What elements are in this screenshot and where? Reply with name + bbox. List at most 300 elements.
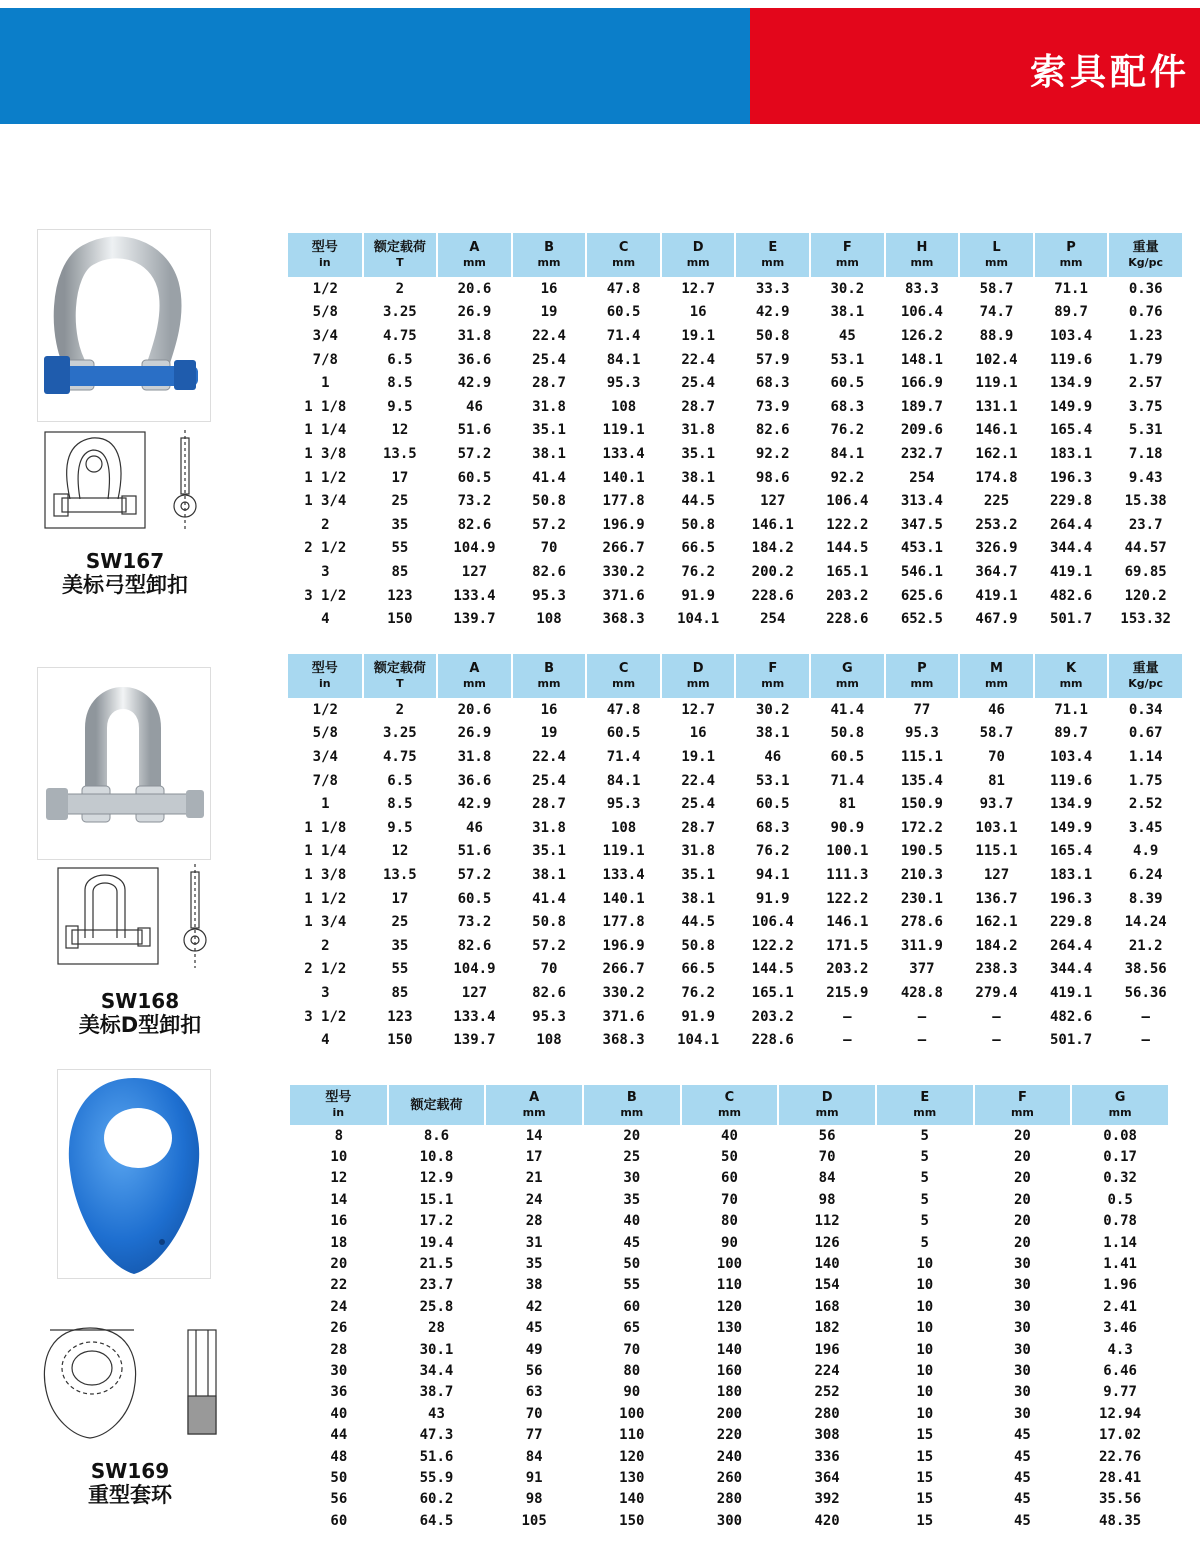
table-cell: 368.3 <box>602 611 645 628</box>
column-unit: mm <box>686 677 710 690</box>
table-cell: 127 <box>983 866 1010 883</box>
column-label: A <box>469 661 480 676</box>
column-label: A <box>469 240 480 255</box>
table-row <box>288 816 1183 840</box>
table-cell: 41.4 <box>532 469 566 486</box>
table-cell: 25 <box>623 1149 641 1166</box>
table-row <box>290 1275 1169 1296</box>
table-cell: 8.39 <box>1128 890 1163 907</box>
table-cell: 108 <box>610 819 637 836</box>
column-header <box>661 654 736 698</box>
table-cell: 6.5 <box>387 351 413 368</box>
table-cell: 80 <box>623 1362 641 1379</box>
table-cell: 119.6 <box>1049 772 1093 789</box>
column-unit: mm <box>1059 256 1083 269</box>
table-row <box>288 1005 1183 1029</box>
table-row <box>288 607 1183 631</box>
table-row <box>288 792 1183 816</box>
table-cell: 28.7 <box>532 375 566 392</box>
table-row <box>288 301 1183 325</box>
table-cell: 50.8 <box>681 516 716 533</box>
table-cell: 95.3 <box>606 796 641 813</box>
table-cell: 30 <box>1013 1256 1031 1273</box>
table-cell: 55 <box>623 1277 641 1294</box>
table-cell: 10 <box>916 1405 934 1422</box>
column-label: 型号 <box>325 1090 352 1105</box>
table-cell: 77 <box>913 701 931 718</box>
table-cell: 22.4 <box>532 327 566 344</box>
column-label: C <box>618 240 629 255</box>
column-header <box>485 1085 583 1125</box>
table-cell: 5 <box>920 1234 929 1251</box>
table-cell: 177.8 <box>602 493 645 510</box>
table-cell: 85 <box>391 563 409 580</box>
column-unit: mm <box>815 1106 839 1119</box>
table-cell: 45 <box>623 1234 641 1251</box>
table-cell: 150 <box>619 1512 645 1529</box>
table-cell: 30 <box>1013 1277 1031 1294</box>
table-cell: 91.9 <box>755 890 790 907</box>
table-cell: 9.5 <box>387 398 413 415</box>
table-cell: 330.2 <box>602 984 645 1001</box>
column-header <box>885 233 960 277</box>
table-cell: 20 <box>1013 1170 1031 1187</box>
table-cell: 70 <box>525 1405 543 1422</box>
table-cell: 501.7 <box>1049 611 1093 628</box>
table-cell: 63 <box>525 1384 543 1401</box>
column-label: A <box>529 1090 540 1105</box>
table-cell: 70 <box>721 1191 738 1208</box>
table-cell: 23.7 <box>1128 516 1163 533</box>
table-cell: 102.4 <box>975 351 1018 368</box>
table-row <box>288 348 1183 372</box>
table-cell: 1.79 <box>1128 351 1163 368</box>
table-cell: 65 <box>623 1320 641 1337</box>
table-cell: 30 <box>623 1170 641 1187</box>
column-label: 型号 <box>311 661 338 676</box>
table-cell: 30.1 <box>419 1341 454 1358</box>
table-cell: 93.7 <box>979 796 1014 813</box>
table-cell: 28 <box>428 1320 445 1337</box>
table-cell: 136.7 <box>975 890 1018 907</box>
table-cell: 1 3/4 <box>304 914 347 931</box>
column-unit: Kg/pc <box>1128 256 1164 269</box>
table-cell: 51.6 <box>457 422 492 439</box>
table-cell: 31.8 <box>457 327 492 344</box>
table-cell: 110 <box>619 1427 645 1444</box>
table-cell: 229.8 <box>1049 914 1093 931</box>
table-cell: 30 <box>1013 1362 1031 1379</box>
table-cell: 467.9 <box>975 611 1018 628</box>
table-cell: 71.1 <box>1054 701 1088 718</box>
table-cell: 14 <box>525 1127 543 1144</box>
table-row <box>288 840 1183 864</box>
table-cell: 38.56 <box>1124 961 1167 978</box>
table-cell: 377 <box>909 961 935 978</box>
column-header <box>583 1085 681 1125</box>
table-cell: 45 <box>1013 1491 1031 1508</box>
table-cell: 165.4 <box>1049 422 1093 439</box>
table-cell: 46 <box>466 398 483 415</box>
column-label: F <box>768 661 778 676</box>
table-cell: 56 <box>330 1491 348 1508</box>
table-cell: 0.36 <box>1128 280 1163 297</box>
table-cell: 419.1 <box>1049 563 1093 580</box>
table-cell: 200 <box>716 1405 743 1422</box>
table-cell: 266.7 <box>602 961 645 978</box>
table-cell: 5/8 <box>312 725 338 742</box>
table-cell: 126.2 <box>900 327 943 344</box>
table-cell: 2.57 <box>1128 375 1163 392</box>
table-cell: 420 <box>814 1512 840 1529</box>
column-header <box>661 233 736 277</box>
table-cell: 71.4 <box>830 772 865 789</box>
table-cell: 12 <box>391 843 409 860</box>
table-cell: 120 <box>716 1298 743 1315</box>
table-cell: – <box>843 1008 852 1025</box>
column-header <box>735 233 810 277</box>
column-unit: T <box>396 256 404 269</box>
table-cell: 5 <box>920 1127 929 1144</box>
table-cell: 64.5 <box>419 1512 454 1529</box>
table-cell: 92.2 <box>755 445 790 462</box>
table-cell: 70 <box>540 540 558 557</box>
table-cell: 180 <box>716 1384 743 1401</box>
table-cell: 140 <box>716 1341 743 1358</box>
table-cell: 19 <box>540 725 558 742</box>
table-cell: 3.25 <box>383 304 417 321</box>
table-cell: 16 <box>689 725 707 742</box>
table-cell: 84.1 <box>606 772 641 789</box>
table-cell: 0.76 <box>1128 304 1163 321</box>
table-cell: 68.3 <box>755 375 790 392</box>
table-cell: 104.1 <box>677 611 720 628</box>
table-row <box>288 277 1183 301</box>
product-name: 美标D型卸扣 <box>78 1013 202 1037</box>
table-cell: 60.5 <box>457 469 492 486</box>
table-cell: 134.9 <box>1049 796 1093 813</box>
table-row <box>288 584 1183 608</box>
table-cell: 82.6 <box>755 422 790 439</box>
table-cell: 18 <box>330 1234 348 1251</box>
table-cell: 46 <box>988 701 1005 718</box>
table-cell: 90.9 <box>830 819 865 836</box>
table-cell: 6.5 <box>387 772 413 789</box>
table-cell: 482.6 <box>1049 1008 1093 1025</box>
table-cell: 172.2 <box>900 819 943 836</box>
table-cell: 28 <box>525 1213 543 1230</box>
column-unit: mm <box>910 256 934 269</box>
column-unit: mm <box>717 1106 741 1119</box>
table-cell: 17 <box>391 890 409 907</box>
table-cell: 419.1 <box>975 587 1018 604</box>
table-cell: 80 <box>721 1213 738 1230</box>
column-header <box>1071 1085 1169 1125</box>
table-row <box>288 863 1183 887</box>
table-cell: 14.24 <box>1124 914 1167 931</box>
table-cell: 371.6 <box>602 1008 645 1025</box>
table-cell: 196.9 <box>602 937 645 954</box>
table-cell: 5/8 <box>312 304 338 321</box>
table-cell: 106.4 <box>900 304 943 321</box>
table-cell: 15.1 <box>419 1191 454 1208</box>
table-cell: 652.5 <box>900 611 943 628</box>
table-cell: 48 <box>330 1448 348 1465</box>
column-unit: in <box>332 1106 345 1119</box>
table-cell: 140 <box>619 1491 645 1508</box>
table-cell: 5 <box>920 1213 929 1230</box>
table-cell: 12.7 <box>681 701 716 718</box>
table-cell: 73.2 <box>457 914 492 931</box>
table-row <box>288 910 1183 934</box>
table-cell: 4.3 <box>1107 1341 1133 1358</box>
table-cell: 122.2 <box>826 516 869 533</box>
table-cell: 60.5 <box>457 890 492 907</box>
table-cell: 232.7 <box>900 445 943 462</box>
table-row <box>288 442 1183 466</box>
table-row <box>290 1125 1169 1146</box>
column-label: B <box>544 240 554 255</box>
table-cell: 127 <box>760 493 786 510</box>
table-cell: 6.24 <box>1128 866 1163 883</box>
table-cell: 30 <box>1013 1341 1031 1358</box>
table-cell: 4 <box>321 611 330 628</box>
column-label: P <box>917 661 927 676</box>
table-cell: 196.3 <box>1049 890 1093 907</box>
table-row <box>290 1339 1169 1360</box>
table-cell: 3 1/2 <box>304 587 347 604</box>
table-cell: 183.1 <box>1049 445 1093 462</box>
table-cell: 3.75 <box>1128 398 1163 415</box>
table-cell: 58.7 <box>979 725 1014 742</box>
column-unit: mm <box>985 256 1008 269</box>
table-cell: 196.3 <box>1049 469 1093 486</box>
table-cell: 3 <box>321 984 330 1001</box>
table-cell: 89.7 <box>1054 304 1088 321</box>
table-cell: 42.9 <box>457 796 492 813</box>
table-cell: 336 <box>814 1448 840 1465</box>
table-cell: 15 <box>916 1491 934 1508</box>
table-cell: 17.2 <box>419 1213 454 1230</box>
table-cell: 229.8 <box>1049 493 1093 510</box>
table-cell: 20 <box>1013 1213 1031 1230</box>
column-unit: mm <box>835 677 859 690</box>
table-cell: 228.6 <box>826 611 869 628</box>
table-cell: 28.7 <box>532 796 566 813</box>
table-cell: 50 <box>330 1469 348 1486</box>
table-cell: 311.9 <box>900 937 943 954</box>
table-cell: 42 <box>525 1298 543 1315</box>
table-cell: 19.4 <box>419 1234 454 1251</box>
table-cell: 196.9 <box>602 516 645 533</box>
table-cell: 35.1 <box>532 422 566 439</box>
table-cell: 91 <box>525 1469 543 1486</box>
table-cell: 127 <box>461 563 488 580</box>
table-cell: 122.2 <box>826 890 869 907</box>
table-cell: 45 <box>1013 1469 1031 1486</box>
d-shackle-caption <box>45 990 235 1037</box>
table-cell: 1/2 <box>312 280 338 297</box>
table-cell: 16 <box>540 280 558 297</box>
table-cell: 45 <box>1013 1427 1031 1444</box>
table-cell: 134.9 <box>1049 375 1093 392</box>
table-cell: 4.75 <box>383 327 417 344</box>
table-cell: 82.6 <box>532 563 566 580</box>
table-cell: 20 <box>330 1256 348 1273</box>
column-unit: mm <box>462 256 486 269</box>
table-cell: 38 <box>525 1277 543 1294</box>
table-cell: 20 <box>1013 1191 1031 1208</box>
column-header <box>1108 654 1183 698</box>
table-cell: 371.6 <box>602 587 645 604</box>
table-row <box>290 1360 1169 1381</box>
table-cell: 19.1 <box>681 748 716 765</box>
column-label: H <box>916 240 928 255</box>
table-cell: 108 <box>536 1032 562 1049</box>
column-header <box>512 233 587 277</box>
table-cell: 1 1/4 <box>304 843 347 860</box>
table-cell: 57.9 <box>755 351 790 368</box>
table-cell: 150.9 <box>900 796 943 813</box>
table-cell: 30 <box>1013 1384 1031 1401</box>
header-row <box>288 233 1183 277</box>
table-cell: 30 <box>1013 1405 1031 1422</box>
table-cell: 70 <box>818 1149 836 1166</box>
column-label: 额定载荷 <box>373 240 426 255</box>
table-cell: 196 <box>814 1341 840 1358</box>
table-cell: 48.35 <box>1099 1512 1142 1529</box>
table-cell: 105 <box>521 1512 547 1529</box>
bow-shackle-photo <box>37 229 211 422</box>
table-cell: 98 <box>818 1191 836 1208</box>
table-cell: 120.2 <box>1124 587 1167 604</box>
table-cell: 20 <box>1013 1234 1031 1251</box>
table-cell: – <box>917 1032 927 1049</box>
table-cell: 133.4 <box>602 445 645 462</box>
table-cell: 95.3 <box>532 1008 566 1025</box>
table-cell: 76.2 <box>681 563 716 580</box>
table-cell: – <box>1141 1008 1150 1025</box>
table-cell: 90 <box>623 1384 641 1401</box>
table-cell: 30 <box>1013 1298 1031 1315</box>
table-cell: 1 1/4 <box>304 422 347 439</box>
table-cell: 264.4 <box>1049 937 1093 954</box>
table-cell: 280 <box>814 1405 840 1422</box>
table-cell: 122.2 <box>751 937 794 954</box>
column-header <box>512 654 587 698</box>
table-cell: 3.46 <box>1103 1320 1137 1337</box>
column-label: B <box>626 1090 637 1105</box>
table-cell: 36 <box>330 1384 348 1401</box>
column-header <box>288 233 363 277</box>
table-cell: 189.7 <box>900 398 943 415</box>
table-row <box>288 371 1183 395</box>
table-cell: 368.3 <box>602 1032 645 1049</box>
table-cell: 9.77 <box>1103 1384 1137 1401</box>
table-cell: 119.6 <box>1049 351 1093 368</box>
table-cell: 174.8 <box>975 469 1018 486</box>
table-row <box>290 1232 1169 1253</box>
column-header <box>586 233 661 277</box>
table-cell: 7/8 <box>312 772 338 789</box>
table-cell: 228.6 <box>751 1032 794 1049</box>
table-cell: 42.9 <box>457 375 492 392</box>
table-cell: 35.56 <box>1099 1491 1142 1508</box>
column-label: B <box>544 661 554 676</box>
table-cell: 21.2 <box>1128 937 1163 954</box>
product-model: SW167 <box>85 549 165 573</box>
column-unit: mm <box>1108 1106 1132 1119</box>
table-cell: 171.5 <box>826 937 869 954</box>
column-label: F <box>1017 1090 1027 1105</box>
table-cell: 108 <box>610 398 637 415</box>
table-cell: 2 <box>321 937 330 954</box>
table-cell: 17.02 <box>1099 1427 1142 1444</box>
table-cell: 20.6 <box>457 280 492 297</box>
table-cell: 50.8 <box>532 914 566 931</box>
table-cell: 10.8 <box>419 1149 454 1166</box>
table-cell: 22.76 <box>1099 1448 1142 1465</box>
table-cell: 95.3 <box>532 587 566 604</box>
table-cell: 130 <box>716 1320 743 1337</box>
table-cell: 160 <box>716 1362 743 1379</box>
column-unit: mm <box>522 1106 546 1119</box>
table-cell: 625.6 <box>900 587 943 604</box>
table-cell: 300 <box>716 1512 743 1529</box>
thimble-photo <box>57 1069 211 1279</box>
table-row <box>288 981 1183 1005</box>
table-cell: 110 <box>716 1277 743 1294</box>
table-cell: 53.1 <box>830 351 865 368</box>
table-cell: 215.9 <box>826 984 869 1001</box>
table-cell: 149.9 <box>1049 398 1093 415</box>
table-cell: 66.5 <box>681 540 716 557</box>
table-cell: 3 <box>321 563 330 580</box>
table-cell: 230.1 <box>900 890 943 907</box>
table-cell: 21.5 <box>419 1256 454 1273</box>
header-row <box>288 654 1183 698</box>
table-cell: 95.3 <box>606 375 641 392</box>
table-cell: 94.1 <box>755 866 790 883</box>
table-cell: 344.4 <box>1049 540 1093 557</box>
table-row <box>288 769 1183 793</box>
table-cell: 119.1 <box>602 422 645 439</box>
table-cell: 50.8 <box>532 493 566 510</box>
table-cell: 8.6 <box>423 1127 450 1144</box>
table-cell: 20 <box>1013 1149 1031 1166</box>
table-cell: 154 <box>814 1277 840 1294</box>
table-cell: 165.1 <box>751 984 794 1001</box>
table-cell: 119.1 <box>602 843 645 860</box>
table-row <box>288 745 1183 769</box>
table-cell: 98.6 <box>755 469 790 486</box>
table-cell: 89.7 <box>1054 725 1088 742</box>
column-unit: mm <box>1059 677 1083 690</box>
table-row <box>288 958 1183 982</box>
table-cell: 148.1 <box>900 351 943 368</box>
table-cell: 47.8 <box>606 701 641 718</box>
column-header <box>778 1085 876 1125</box>
table-cell: 150 <box>387 611 413 628</box>
table-cell: 88.9 <box>979 327 1014 344</box>
table-cell: 20 <box>623 1127 641 1144</box>
table-cell: 13.5 <box>383 866 417 883</box>
table-cell: 30 <box>1013 1320 1031 1337</box>
table-cell: 56.36 <box>1124 984 1167 1001</box>
table-cell: 104.9 <box>453 961 496 978</box>
column-unit: mm <box>761 677 785 690</box>
table-cell: 57.2 <box>532 516 566 533</box>
